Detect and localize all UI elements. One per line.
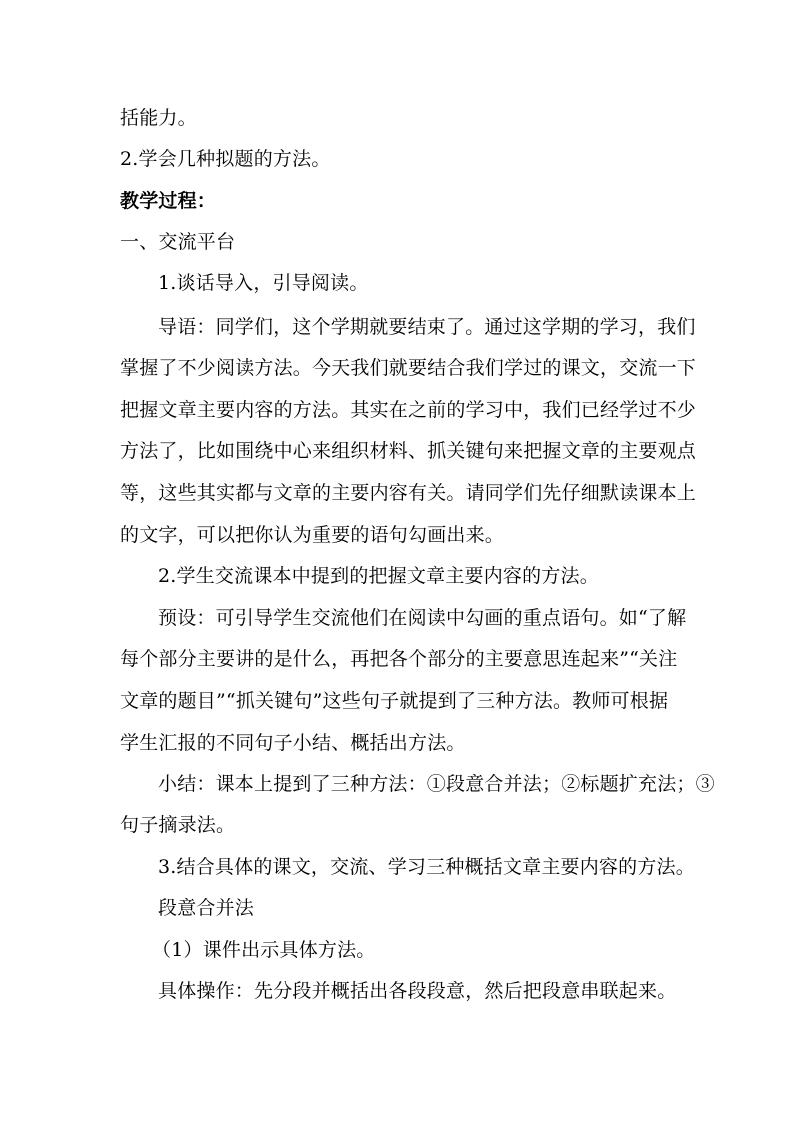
text-line: （1）课件出示具体方法。 (152, 939, 376, 961)
text-line: 2.学生交流课本中提到的把握文章主要内容的方法。 (158, 565, 599, 587)
text-line: 1.谈话导入，引导阅读。 (158, 272, 369, 294)
paragraph-line: 把握文章主要内容的方法。其实在之前的学习中，我们已经学过不少 (120, 399, 697, 421)
paragraph-line: 文章的题目”“抓关键句”这些句子就提到了三种方法。教师可根据 (120, 690, 669, 712)
paragraph-line: 的文字，可以把你认为重要的语句勾画出来。 (120, 524, 505, 546)
paragraph-line: 预设：可引导学生交流他们在阅读中勾画的重点语句。如“了解 (158, 607, 687, 629)
paragraph-line: 小结：课本上提到了三种方法：①段意合并法；②标题扩充法；③ (158, 773, 715, 795)
section-heading: 一、交流平台 (120, 231, 236, 253)
text-line: 3.结合具体的课文，交流、学习三种概括文章主要内容的方法。 (158, 856, 695, 878)
text-line: 2.学会几种拟题的方法。 (120, 148, 331, 170)
paragraph-line: 方法了，比如围绕中心来组织材料、抓关键句来把握文章的主要观点 (120, 440, 697, 462)
paragraph-line: 句子摘录法。 (120, 814, 236, 836)
paragraph-line: 等，这些其实都与文章的主要内容有关。请同学们先仔细默读课本上 (120, 482, 697, 504)
section-heading: 教学过程： (120, 190, 217, 212)
paragraph-line: 掌握了不少阅读方法。今天我们就要结合我们学过的课文，交流一下 (120, 357, 697, 379)
paragraph-line: 导语：同学们，这个学期就要结束了。通过这学期的学习，我们 (158, 316, 696, 338)
paragraph-line: 学生汇报的不同句子小结、概括出方法。 (120, 732, 466, 754)
subheading: 段意合并法 (158, 897, 255, 919)
paragraph-line: 每个部分主要讲的是什么，再把各个部分的主要意思连起来”“关注 (120, 648, 678, 670)
text-line: 具体操作：先分段并概括出各段段意，然后把段意串联起来。 (158, 980, 677, 1002)
text-line: 括能力。 (120, 107, 197, 129)
